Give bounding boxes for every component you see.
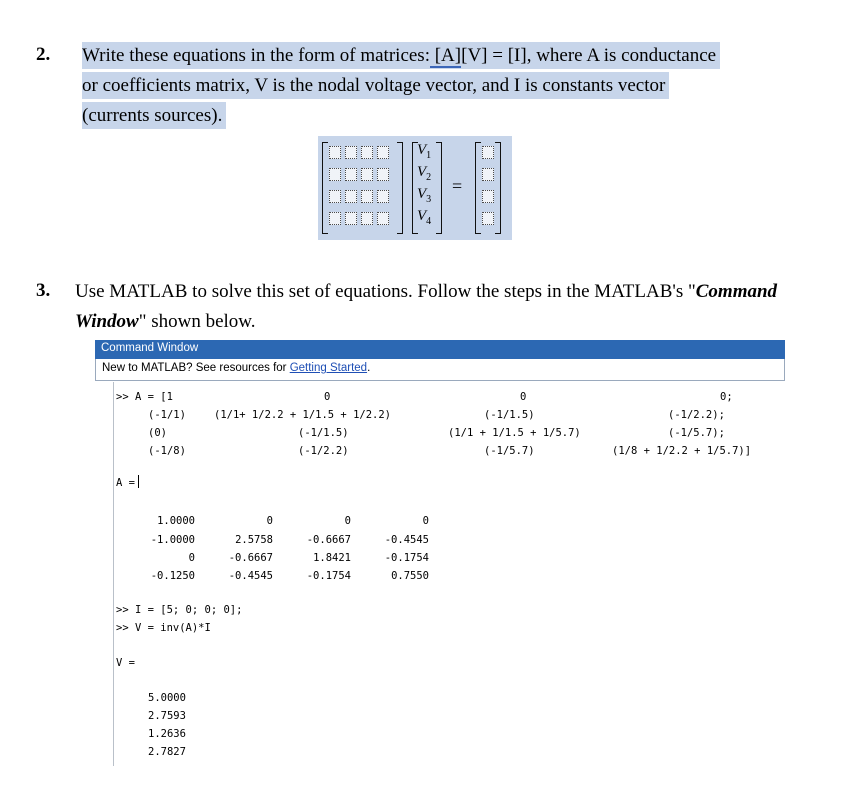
q3-line1-bold: Command xyxy=(695,281,778,302)
equals-sign: = xyxy=(452,176,463,196)
a-r1c3: 0 xyxy=(344,515,351,527)
cmd-a-row-3-col-2: (-1/1.5) xyxy=(298,427,349,439)
question-2-line-3 xyxy=(82,102,226,130)
a-r3c1: 0 xyxy=(188,552,195,564)
v-value-1: 5.0000 xyxy=(148,692,186,704)
question-2-line-2 xyxy=(82,72,669,100)
a-r1c1: 1.0000 xyxy=(157,515,195,527)
a-output-label: A = xyxy=(116,477,135,489)
cmd-a-row-1-col-1[interactable]: >> A = [1 xyxy=(116,391,173,403)
q2-line3-text: (currents sources). xyxy=(82,102,226,129)
a-r2c1: -1.0000 xyxy=(150,534,195,546)
v2-label: $V_2$ xyxy=(417,164,432,183)
q2-line1-underlined: [A] xyxy=(429,45,462,66)
cmd-a-row-2-col-4: (-1/2.2); xyxy=(668,409,725,421)
q3-line1-text: Use MATLAB to solve this set of equations. Follow the steps in the MATLAB's " xyxy=(75,281,696,302)
q3-line2-bold: Window xyxy=(75,311,139,332)
a-r4c1: -0.1250 xyxy=(150,570,195,582)
cmd-a-row-2-col-2: (1/1+ 1/2.2 + 1/1.5 + 1/2.2) xyxy=(214,409,392,421)
q2-line1-text: Write these equations in the form of matrices: xyxy=(82,45,430,66)
cmd-a-row-2-col-3: (-1/1.5) xyxy=(484,409,535,421)
question-3-line-1 xyxy=(75,278,777,306)
a-r4c4: 0.7550 xyxy=(391,570,429,582)
a-r2c4: -0.4545 xyxy=(384,534,429,546)
matrix-equation xyxy=(318,136,512,240)
a-r1c2: 0 xyxy=(266,515,273,527)
a-r2c3: -0.6667 xyxy=(306,534,351,546)
a-r4c2: -0.4545 xyxy=(228,570,273,582)
v-output-label: V = xyxy=(116,657,135,669)
a-r3c2: -0.6667 xyxy=(228,552,273,564)
question-2-number: 2. xyxy=(36,44,51,65)
cmd-a-row-4-col-1: (-1/8) xyxy=(148,445,186,457)
cmd-a-row-4-col-2: (-1/2.2) xyxy=(298,445,349,457)
getting-started-link[interactable]: Getting Started xyxy=(289,362,368,374)
question-2-line-1 xyxy=(82,42,720,70)
v1-label: $V_1$ xyxy=(417,142,432,161)
info-text: New to MATLAB? See resources for xyxy=(102,362,290,374)
q2-line1-rest: [V] = [I], where A is conductance xyxy=(461,45,717,66)
q2-line2-text: or coefficients matrix, V is the nodal voltage vector, and I is constants vector xyxy=(82,72,669,99)
command-window-title[interactable]: Command Window xyxy=(95,340,785,359)
cmd-a-row-1-col-4: 0; xyxy=(720,391,733,403)
a-r3c4: -0.1754 xyxy=(384,552,429,564)
info-bar: New to MATLAB? See resources for Getting Started. xyxy=(95,359,785,381)
v3-label: $V_3$ xyxy=(417,186,432,205)
cmd-a-row-4-col-3: (-1/5.7) xyxy=(484,445,535,457)
cmd-a-row-2-col-1: (-1/1) xyxy=(148,409,186,421)
v-value-4: 2.7827 xyxy=(148,746,186,758)
cmd-a-row-3-col-3: (1/1 + 1/1.5 + 1/5.7) xyxy=(448,427,581,439)
question-3-line-2 xyxy=(75,308,256,336)
text-caret xyxy=(138,475,139,488)
question-3-number: 3. xyxy=(36,280,51,301)
cmd-a-row-1-col-2: 0 xyxy=(324,391,331,403)
v4-label: $V_4$ xyxy=(417,208,432,227)
command-gutter xyxy=(113,382,114,766)
a-r1c4: 0 xyxy=(422,515,429,527)
cmd-a-row-4-col-4: (1/8 + 1/2.2 + 1/5.7)] xyxy=(612,445,752,457)
v-value-2: 2.7593 xyxy=(148,710,186,722)
cmd-v-line[interactable]: >> V = inv(A)*I xyxy=(116,622,211,634)
a-r2c2: 2.5758 xyxy=(235,534,273,546)
v-value-3: 1.2636 xyxy=(148,728,186,740)
q3-line2-rest: " shown below. xyxy=(138,311,256,332)
cmd-a-row-1-col-3: 0 xyxy=(520,391,527,403)
cmd-i-line[interactable]: >> I = [5; 0; 0; 0]; xyxy=(116,604,243,616)
a-r3c3: 1.8421 xyxy=(313,552,351,564)
cmd-a-row-3-col-1: (0) xyxy=(148,427,167,439)
a-r4c3: -0.1754 xyxy=(306,570,351,582)
cmd-a-row-3-col-4: (-1/5.7); xyxy=(668,427,725,439)
